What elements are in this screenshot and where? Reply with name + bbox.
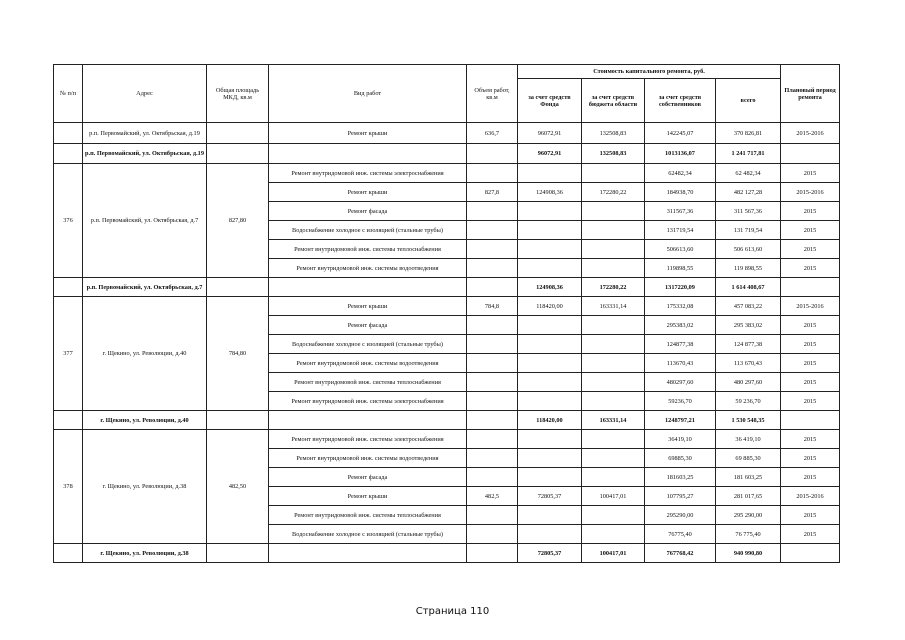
- row-period: 2015: [781, 221, 840, 240]
- row-total: 76 775,40: [716, 525, 781, 544]
- subtotal-total: 1 614 408,67: [716, 278, 781, 297]
- row-budget: 132508,83: [582, 123, 645, 144]
- header-fund: за счет средств Фонда: [518, 79, 582, 123]
- row-area: 482,50: [207, 430, 269, 544]
- row-fund: [518, 525, 582, 544]
- row-total: 181 603,25: [716, 468, 781, 487]
- row-period: 2015: [781, 164, 840, 183]
- row-work: Водоснабжение холодное с изоляцией (стальные трубы): [269, 335, 467, 354]
- row-owners: 295290,00: [645, 506, 716, 525]
- row-address: г. Щекино, ул. Революции, д.40: [83, 297, 207, 411]
- subtotal-num-cell: [54, 278, 83, 297]
- row-budget: [582, 392, 645, 411]
- row-work: Ремонт крыши: [269, 487, 467, 506]
- row-period: 2015: [781, 506, 840, 525]
- row-owners: 62482,34: [645, 164, 716, 183]
- table-row: [54, 123, 840, 144]
- row-work: Ремонт внутридомовой инж. системы водоотведения: [269, 354, 467, 373]
- row-budget: [582, 240, 645, 259]
- row-fund: [518, 468, 582, 487]
- row-num-cell: [54, 123, 83, 144]
- row-total: 69 885,30: [716, 449, 781, 468]
- row-owners: 76775,40: [645, 525, 716, 544]
- row-total: 62 482,34: [716, 164, 781, 183]
- row-owners: 131719,54: [645, 221, 716, 240]
- subtotal-num-cell: [54, 544, 83, 563]
- row-budget: [582, 202, 645, 221]
- subtotal-budget: 163331,14: [582, 411, 645, 430]
- row-address: р.п. Первомайский, ул. Октябрьская, д.7: [83, 164, 207, 278]
- row-fund: [518, 506, 582, 525]
- row-volume: [467, 525, 518, 544]
- row-owners: 175332,08: [645, 297, 716, 316]
- row-period: 2015-2016: [781, 123, 840, 144]
- row-work: Ремонт фасада: [269, 468, 467, 487]
- row-budget: [582, 449, 645, 468]
- row-volume: 636,7: [467, 123, 518, 144]
- row-area: 784,80: [207, 297, 269, 411]
- subtotal-label: р.п. Первомайский, ул. Октябрьская, д.7: [83, 278, 207, 297]
- row-period: 2015: [781, 335, 840, 354]
- row-budget: [582, 335, 645, 354]
- row-period: 2015: [781, 468, 840, 487]
- subtotal-row: [54, 144, 840, 164]
- row-total: 480 297,60: [716, 373, 781, 392]
- row-num: 378: [54, 430, 83, 544]
- subtotal-num-cell: [54, 144, 83, 164]
- row-period: 2015: [781, 449, 840, 468]
- row-owners: 124877,38: [645, 335, 716, 354]
- subtotal-budget: 100417,01: [582, 544, 645, 563]
- row-budget: 100417,01: [582, 487, 645, 506]
- subtotal-row: [54, 544, 840, 563]
- row-work: Ремонт внутридомовой инж. системы теплоснабжения: [269, 240, 467, 259]
- row-volume: [467, 449, 518, 468]
- row-volume: [467, 392, 518, 411]
- row-area: 827,80: [207, 164, 269, 278]
- row-address: р.п. Первомайский, ул. Октябрьская, д.19: [83, 123, 207, 144]
- row-fund: [518, 449, 582, 468]
- row-owners: 311567,36: [645, 202, 716, 221]
- row-period: 2015: [781, 240, 840, 259]
- row-budget: [582, 221, 645, 240]
- row-work: Ремонт внутридомовой инж. системы теплоснабжения: [269, 373, 467, 392]
- subtotal-budget: 132508,83: [582, 144, 645, 164]
- row-period: 2015: [781, 354, 840, 373]
- row-volume: 784,8: [467, 297, 518, 316]
- table-row: [54, 164, 840, 183]
- row-period: 2015-2016: [781, 297, 840, 316]
- row-owners: 119898,55: [645, 259, 716, 278]
- row-volume: 827,8: [467, 183, 518, 202]
- row-volume: [467, 506, 518, 525]
- row-fund: [518, 164, 582, 183]
- subtotal-total: 1 241 717,81: [716, 144, 781, 164]
- row-volume: [467, 354, 518, 373]
- subtotal-fund: 72805,37: [518, 544, 582, 563]
- header-num: № п/п: [54, 65, 83, 123]
- row-period: 2015: [781, 525, 840, 544]
- subtotal-owners: 767768,42: [645, 544, 716, 563]
- row-total: 311 567,36: [716, 202, 781, 221]
- table-row: [54, 297, 840, 316]
- row-period: 2015-2016: [781, 183, 840, 202]
- row-total: 281 017,65: [716, 487, 781, 506]
- row-area: [207, 123, 269, 144]
- row-work: Ремонт внутридомовой инж. системы электроснабжения: [269, 164, 467, 183]
- row-fund: [518, 354, 582, 373]
- row-owners: 480297,60: [645, 373, 716, 392]
- row-work: Ремонт внутридомовой инж. системы водоотведения: [269, 259, 467, 278]
- row-fund: [518, 373, 582, 392]
- row-fund: [518, 335, 582, 354]
- row-work: Ремонт крыши: [269, 123, 467, 144]
- row-work: Водоснабжение холодное с изоляцией (стальные трубы): [269, 221, 467, 240]
- row-period: 2015: [781, 373, 840, 392]
- subtotal-fund: 118420,00: [518, 411, 582, 430]
- subtotal-owners: 1248797,21: [645, 411, 716, 430]
- subtotal-row: [54, 411, 840, 430]
- row-total: 370 826,81: [716, 123, 781, 144]
- row-budget: 172280,22: [582, 183, 645, 202]
- row-budget: [582, 506, 645, 525]
- page-number: Страница 110: [415, 606, 490, 617]
- row-total: 295 383,02: [716, 316, 781, 335]
- header-address: Адрес: [83, 65, 207, 123]
- header-region-budget: за счет средств бюджета области: [582, 79, 645, 123]
- row-fund: 124908,36: [518, 183, 582, 202]
- row-owners: 142245,07: [645, 123, 716, 144]
- row-fund: [518, 316, 582, 335]
- row-budget: [582, 525, 645, 544]
- row-budget: 163331,14: [582, 297, 645, 316]
- row-fund: [518, 240, 582, 259]
- row-owners: 59236,70: [645, 392, 716, 411]
- subtotal-label: г. Щекино, ул. Революции, д.40: [83, 411, 207, 430]
- row-volume: [467, 221, 518, 240]
- subtotal-label: р.п. Первомайский, ул. Октябрьская, д.19: [83, 144, 207, 164]
- row-budget: [582, 164, 645, 183]
- row-period: 2015-2016: [781, 487, 840, 506]
- row-total: 36 419,10: [716, 430, 781, 449]
- row-owners: 107795,27: [645, 487, 716, 506]
- header-period: Плановый период ремонта: [781, 65, 840, 123]
- row-owners: 36419,10: [645, 430, 716, 449]
- capital-repair-table: [53, 64, 840, 563]
- subtotal-row: [54, 278, 840, 297]
- row-volume: [467, 259, 518, 278]
- row-work: Водоснабжение холодное с изоляцией (стальные трубы): [269, 525, 467, 544]
- row-period: 2015: [781, 202, 840, 221]
- row-budget: [582, 468, 645, 487]
- row-total: 295 290,00: [716, 506, 781, 525]
- subtotal-label: г. Щекино, ул. Революции, д.38: [83, 544, 207, 563]
- row-total: 131 719,54: [716, 221, 781, 240]
- subtotal-fund: 96072,91: [518, 144, 582, 164]
- row-owners: 184938,70: [645, 183, 716, 202]
- header-cost-group: Стоимость капитального ремонта, руб.: [518, 65, 781, 79]
- row-total: 59 236,70: [716, 392, 781, 411]
- subtotal-total: 940 990,80: [716, 544, 781, 563]
- row-fund: [518, 430, 582, 449]
- row-work: Ремонт фасада: [269, 316, 467, 335]
- header-work-type: Вид работ: [269, 65, 467, 123]
- row-fund: [518, 221, 582, 240]
- row-work: Ремонт крыши: [269, 183, 467, 202]
- subtotal-owners: 1317220,09: [645, 278, 716, 297]
- row-period: 2015: [781, 430, 840, 449]
- row-volume: [467, 335, 518, 354]
- table-row: [54, 430, 840, 449]
- row-volume: [467, 373, 518, 392]
- row-budget: [582, 316, 645, 335]
- row-work: Ремонт внутридомовой инж. системы электроснабжения: [269, 430, 467, 449]
- row-budget: [582, 430, 645, 449]
- row-volume: 482,5: [467, 487, 518, 506]
- row-volume: [467, 202, 518, 221]
- row-fund: 72805,37: [518, 487, 582, 506]
- row-work: Ремонт крыши: [269, 297, 467, 316]
- row-fund: [518, 202, 582, 221]
- row-fund: 118420,00: [518, 297, 582, 316]
- header-area: Общая площадь МКД, кв.м: [207, 65, 269, 123]
- subtotal-budget: 172280,22: [582, 278, 645, 297]
- row-volume: [467, 468, 518, 487]
- row-total: 113 670,43: [716, 354, 781, 373]
- row-num: 376: [54, 164, 83, 278]
- row-owners: 69885,30: [645, 449, 716, 468]
- row-total: 124 877,38: [716, 335, 781, 354]
- header-owners: за счет средств собственников: [645, 79, 716, 123]
- row-budget: [582, 354, 645, 373]
- row-work: Ремонт фасада: [269, 202, 467, 221]
- row-volume: [467, 164, 518, 183]
- row-fund: [518, 392, 582, 411]
- row-period: 2015: [781, 316, 840, 335]
- row-owners: 295383,02: [645, 316, 716, 335]
- row-owners: 113670,43: [645, 354, 716, 373]
- row-work: Ремонт внутридомовой инж. системы электроснабжения: [269, 392, 467, 411]
- row-period: 2015: [781, 259, 840, 278]
- row-total: 457 083,22: [716, 297, 781, 316]
- row-total: 482 127,28: [716, 183, 781, 202]
- subtotal-owners: 1013136,07: [645, 144, 716, 164]
- subtotal-num-cell: [54, 411, 83, 430]
- row-work: Ремонт внутридомовой инж. системы теплоснабжения: [269, 506, 467, 525]
- subtotal-total: 1 530 548,35: [716, 411, 781, 430]
- row-owners: 506613,60: [645, 240, 716, 259]
- header-total: всего: [716, 79, 781, 123]
- row-fund: 96072,91: [518, 123, 582, 144]
- row-owners: 181603,25: [645, 468, 716, 487]
- row-address: г. Щекино, ул. Революции, д.38: [83, 430, 207, 544]
- header-volume: Объем работ, кв.м: [467, 65, 518, 123]
- row-volume: [467, 430, 518, 449]
- row-total: 119 898,55: [716, 259, 781, 278]
- row-fund: [518, 259, 582, 278]
- row-period: 2015: [781, 392, 840, 411]
- row-work: Ремонт внутридомовой инж. системы водоотведения: [269, 449, 467, 468]
- row-volume: [467, 316, 518, 335]
- row-budget: [582, 259, 645, 278]
- row-num: 377: [54, 297, 83, 411]
- row-volume: [467, 240, 518, 259]
- row-budget: [582, 373, 645, 392]
- row-total: 506 613,60: [716, 240, 781, 259]
- subtotal-fund: 124908,36: [518, 278, 582, 297]
